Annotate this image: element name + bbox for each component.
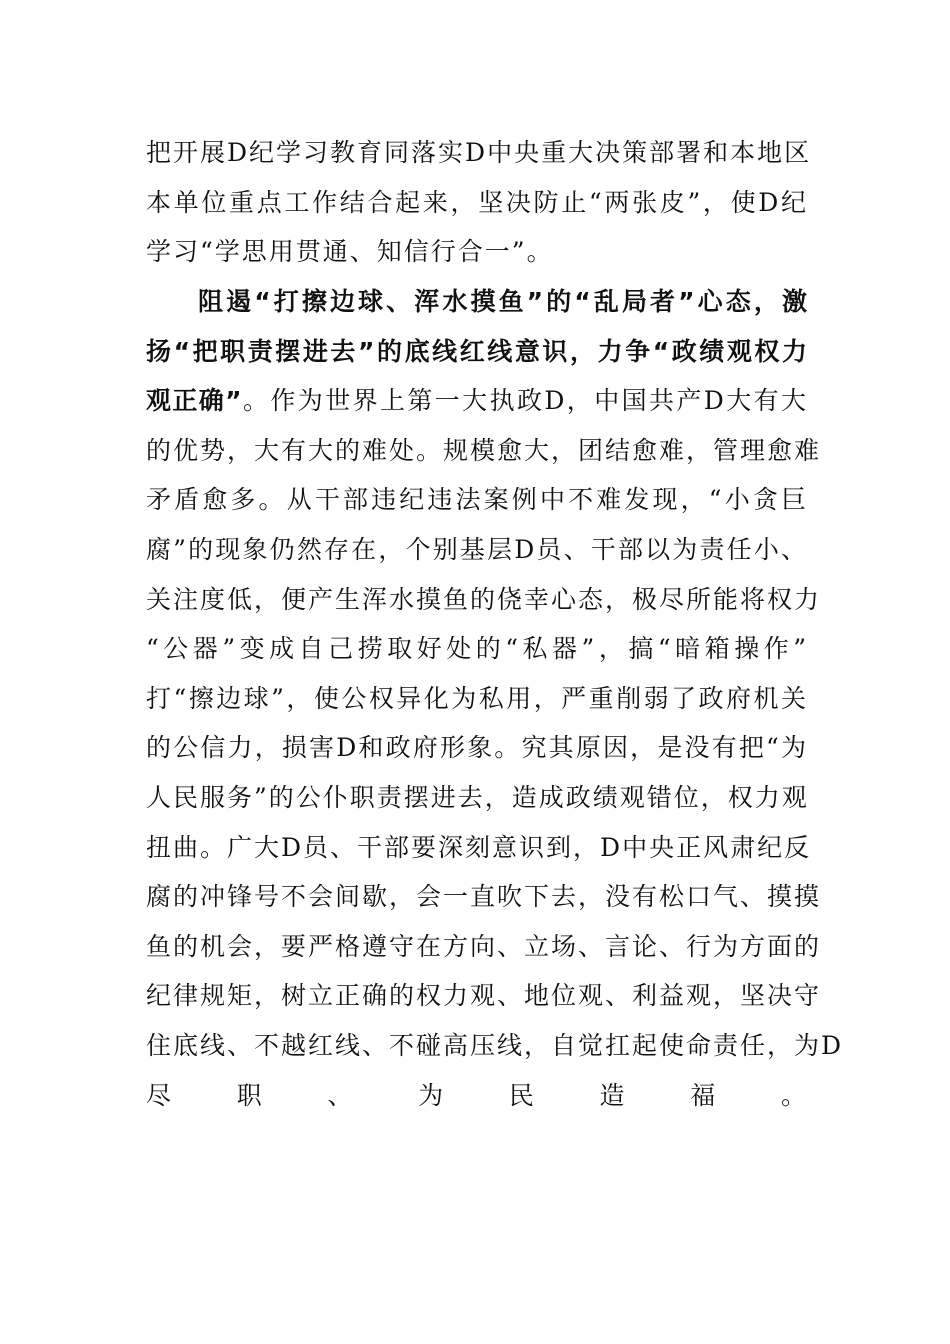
paragraph-2-line: 腐”的现象仍然存在，个别基层D员、干部以为责任小、 <box>146 534 808 564</box>
paragraph-1-line: 本单位重点工作结合起来，坚决防止“两张皮”，使D纪 <box>146 187 808 217</box>
paragraph-2-line: 打“擦边球”，使公权异化为私用，严重削弱了政府机关 <box>146 683 808 713</box>
paragraph-1 <box>146 128 812 277</box>
paragraph-2 <box>146 277 844 1120</box>
paragraph-2-body-start: 。作为世界上第一大执政D，中国共产D大有大 <box>242 386 808 416</box>
paragraph-2-line: 人民服务”的公仆职责摆进去，造成政绩观错位，权力观 <box>146 782 809 812</box>
paragraph-2-line: 住底线、不越红线、不碰高压线，自觉扛起使命责任，为D <box>146 1030 844 1060</box>
paragraph-2-line: 腐的冲锋号不会间歇，会一直吹下去，没有松口气、摸摸 <box>146 882 822 912</box>
paragraph-2-line: 矛盾愈多。从干部违纪违法案例中不难发现，“小贪巨 <box>146 485 808 515</box>
paragraph-2-line: 尽职、为民造福。 <box>146 1080 808 1110</box>
paragraph-2-heading-line: 阻遏“打擦边球、浑水摸鱼”的“乱局者”心态，激 <box>198 287 808 316</box>
paragraph-1-line: 把开展D纪学习教育同落实D中央重大决策部署和本地区 <box>146 138 812 167</box>
paragraph-2-mixed-line <box>146 376 808 426</box>
paragraph-2-heading-end: 观正确” <box>146 386 243 416</box>
paragraph-2-line: 关注度低，便产生浑水摸鱼的侥幸心态，极尽所能将权力 <box>146 584 822 614</box>
paragraph-2-line: 纪律规矩，树立正确的权力观、地位观、利益观，坚决守 <box>146 981 822 1011</box>
paragraph-2-line: 扭曲。广大D员、干部要深刻意识到，D中央正风肃纪反 <box>146 832 812 862</box>
paragraph-1-line: 学习“学思用贯通、知信行合一”。 <box>146 237 554 267</box>
paragraph-2-line: “公器”变成自己捞取好处的“私器”，搞“暗箱操作” <box>146 634 808 664</box>
paragraph-2-line: 的公信力，损害D和政府形象。究其原因，是没有把“为 <box>146 733 808 763</box>
paragraph-2-line: 的优势，大有大的难处。规模愈大，团结愈难，管理愈难 <box>146 435 822 465</box>
paragraph-2-line: 鱼的机会，要严格遵守在方向、立场、言论、行为方面的 <box>146 931 822 961</box>
paragraph-2-heading-line: 扬“把职责摆进去”的底线红线意识，力争“政绩观权力 <box>146 336 808 366</box>
